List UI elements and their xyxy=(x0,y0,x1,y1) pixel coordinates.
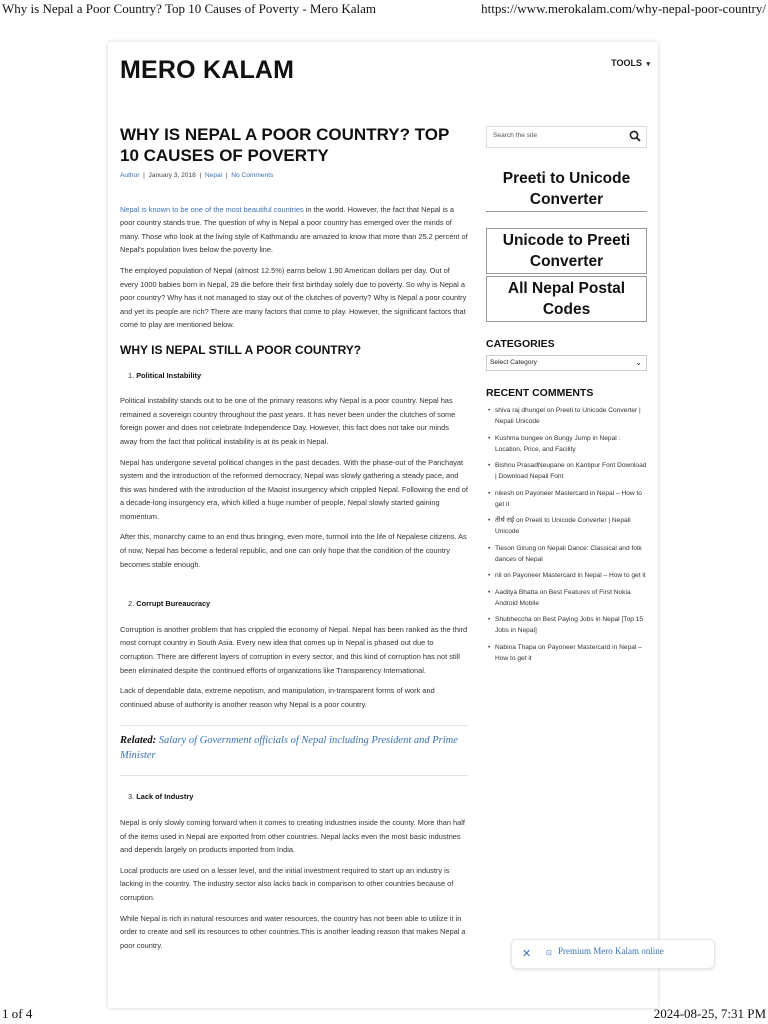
comment-author[interactable]: nikesh xyxy=(495,489,515,497)
intro-link[interactable]: Nepal is known to be one of the most beautiful countries xyxy=(120,204,304,214)
print-footer xyxy=(0,1004,768,1024)
intro-text: in the world. However, the fact that Nepal is a poor country stands true. The question of why is Nepal a poor country has emerged over the minds of many. Those who look at the living style of Kathmandu are amazed to know that more than 25.2 percent of Nepal's population lives below the poverty line. xyxy=(120,204,468,255)
list-item: • तीर्थ राई on Preeti to Unicode Converter | Nepali Unicode xyxy=(488,517,631,535)
category-link[interactable]: Nepal xyxy=(204,172,223,179)
paragraph: Nepal has undergone several political changes in the past decades. With the phase-out of the Panchayat system and the introduction of the reformed democracy, Nepal was slowly gathering a steady pace, and this was hindered with the introduction of the Maoist insurgency which crippled Nepal. Following the end of a decade-long insurgency era, which killed a huge number of people, Nepal slowly started gaining momentum. xyxy=(120,457,468,521)
comment-post-link[interactable]: Kantipur Font Download | Download Nepali Font xyxy=(495,462,647,480)
list-item: • Nabina Thapa on Payoneer Mastercard in Nepal – How to get it xyxy=(488,643,642,662)
comment-post-link[interactable]: Payoneer Mastercard in Nepal – How to get it xyxy=(495,643,642,662)
list-item xyxy=(128,597,468,611)
ad-icon: ⊡ xyxy=(546,950,552,957)
comment-on: on xyxy=(537,588,549,596)
meta-separator: | xyxy=(141,172,147,179)
recent-comments-title: RECENT COMMENTS xyxy=(486,387,594,399)
post-date: January 3, 2018 xyxy=(148,172,196,179)
related-box xyxy=(120,725,468,776)
list-item: • Tieson Girung on Nepali Dance: Classical and folk dances of Nepal xyxy=(488,544,642,563)
unicode-to-preeti-banner[interactable]: Unicode to Preeti Converter xyxy=(486,228,647,274)
categories-title: CATEGORIES xyxy=(486,338,555,350)
paragraph: Local products are used on a lesser level, and the initial investment required to start up an industry is lacking in the country. The industry sector also lacks back in comparison to other countries because of corruption. xyxy=(120,865,454,902)
paragraph: After this, monarchy came to an end thus bringing, even more, turmoil into the life of Nepalese citizens. As of now, Nepal has become a federal republic, and one can only hope that the condition of the country becomes stable enough. xyxy=(120,532,467,569)
comment-on: on xyxy=(514,489,526,497)
list-number: 1. xyxy=(128,370,135,380)
close-icon[interactable]: ✕ xyxy=(522,948,532,960)
list-number: 3. xyxy=(128,792,135,802)
category-select-value: Select Category xyxy=(490,359,537,366)
post-title: WHY IS NEPAL A POOR COUNTRY? TOP 10 CAUSES OF POVERTY xyxy=(120,125,450,165)
comment-author[interactable]: Kushma bungee xyxy=(495,434,544,442)
list-item: • Shubheccha on Best Paying Jobs in Nepal [Top 15 Jobs in Nepal] xyxy=(488,616,644,634)
comment-post-link[interactable]: Bungy Jump in Nepal : Location, Price, and Facility xyxy=(495,434,621,453)
comment-on: on xyxy=(564,462,576,469)
comment-author[interactable]: shiva raj dhungel xyxy=(495,407,545,414)
comment-post-link[interactable]: Nepali Dance: Classical and folk dances of Nepal xyxy=(495,544,642,563)
list-item: • nikesh on Payoneer Mastercard in Nepal – How to get it xyxy=(488,489,642,508)
comment-post-link[interactable]: Payoneer Mastercard in Nepal – How to get it xyxy=(495,489,642,508)
meta-separator: | xyxy=(197,172,204,179)
category-select[interactable] xyxy=(486,355,647,371)
search-box[interactable] xyxy=(486,126,647,148)
comment-author[interactable]: nil xyxy=(495,572,502,579)
comment-on: on xyxy=(544,407,556,414)
comment-post-link[interactable]: Preeti to Unicode Converter | Nepali Unicode xyxy=(495,517,631,535)
related-label: Related: xyxy=(120,735,157,747)
comment-author[interactable]: Nabina Thapa xyxy=(495,643,537,651)
search-icon[interactable] xyxy=(628,129,642,143)
print-header xyxy=(0,0,768,18)
paragraph: Lack of dependable data, extreme nepotism, and manipulation, in-transparent forms of work and continued abuse of authority is another reason why Nepal is a poor country. xyxy=(120,686,435,709)
comment-author[interactable]: Shubheccha xyxy=(495,616,532,623)
comment-post-link[interactable]: Preeti to Unicode Converter | Nepali Unicode xyxy=(495,407,641,425)
comment-on: on xyxy=(514,517,526,524)
list-number: 2. xyxy=(128,599,135,609)
list-item: • Bishnu PrasadNeupane on Kantipur Font Download | Download Nepali Font xyxy=(488,462,647,480)
list-item xyxy=(128,369,468,383)
print-timestamp: 2024-08-25, 7:31 PM xyxy=(653,1006,766,1021)
page-counter: 1 of 4 xyxy=(2,1006,33,1021)
article xyxy=(120,124,468,959)
list-item-title: Corrupt Bureaucracy xyxy=(136,599,211,609)
list-item-title: Political Instability xyxy=(136,370,202,380)
comment-post-link[interactable]: Best Paying Jobs in Nepal [Top 15 Jobs in Nepal] xyxy=(495,616,644,634)
comment-on: on xyxy=(531,616,543,623)
sidebar xyxy=(486,126,647,669)
comment-on: on xyxy=(536,544,548,552)
comment-on: on xyxy=(543,434,555,442)
author-link[interactable]: Author xyxy=(120,172,140,179)
premium-toast[interactable] xyxy=(511,939,715,969)
comment-on: on xyxy=(501,572,513,579)
paragraph: While Nepal is rich in natural resources and water resources, the country has not been able to utilize it in order to create and sell its resources to other countries.This is another leading reason that makes Nepal a poor country. xyxy=(120,913,466,950)
comment-author[interactable]: Tieson Girung xyxy=(495,544,537,552)
paragraph: Political instability stands out to be one of the primary reasons why Nepal is a poor country. Nepal has remained a sovereign country throughout the past years. It has never been under the clutches of some foreign power and does not celebrate Independence Day. However, this fact does not take our minds away from the fact that political instability is at its peak in Nepal. xyxy=(120,396,456,446)
comment-on: on xyxy=(536,643,548,651)
list-item-title: Lack of Industry xyxy=(136,792,194,802)
comment-author[interactable]: Aaditya Bhatta xyxy=(495,588,538,596)
chevron-down-icon: ▾ xyxy=(646,61,650,68)
comment-post-link[interactable]: Best Features of First Nokia Android Mobile xyxy=(495,588,631,607)
related-link[interactable]: Salary of Government officials of Nepal including President and Prime Minister xyxy=(120,735,458,761)
tools-label: TOOLS xyxy=(611,58,642,68)
recent-comments-list xyxy=(486,405,647,664)
list-item: • Kushma bungee on Bungy Jump in Nepal : Location, Price, and Facility xyxy=(488,434,621,453)
post-meta xyxy=(120,169,468,183)
list-item xyxy=(128,790,468,804)
paragraph: Nepal is only slowly coming forward when it comes to creating industries inside the county. More than half of the items used in Nepal are exported from other countries. Nepal lacks even the most basic industries and depends largely on products imported from India. xyxy=(120,818,465,855)
intro-paragraph xyxy=(120,203,468,257)
comment-author[interactable]: तीर्थ राई xyxy=(495,517,515,524)
browser-page-title: Why is Nepal a Poor Country? Top 10 Causes of Poverty - Mero Kalam xyxy=(2,1,376,16)
paragraph: Corruption is another problem that has crippled the economy of Nepal. Nepal has been ranked as the third most corrupt country in South Asia. Every new idea that comes up in Nepal is phased out due to corruption. There are different layers of corruption in every sector, and this kind of corruption has not still been eliminated despite the continued efforts of organizations like Transparency International. xyxy=(120,624,468,675)
site-logo[interactable]: MERO KALAM xyxy=(120,56,295,84)
comment-post-link[interactable]: Payoneer Mastercard in Nepal – How to get it xyxy=(512,572,646,579)
paragraph: The employed population of Nepal (almost 12.5%) earns below 1.90 American dollars per day. Out of every 1000 babies born in Nepal, 29 die before their first birthday solely due to poverty. So why is Nepal a poor country? Why has it not managed to stay out of the clutches of poverty? Why is Nepal a poor country and yet its people are rich? There are many factors that come to play. However, the significant factors that come to play are mentioned below. xyxy=(120,265,467,330)
comments-link[interactable]: No Comments xyxy=(231,172,274,179)
browser-url[interactable]: https://www.merokalam.com/why-nepal-poor-country/ xyxy=(481,1,766,16)
postal-codes-banner[interactable]: All Nepal Postal Codes xyxy=(486,276,647,322)
list-item: • Aaditya Bhatta on Best Features of First Nokia Android Mobile xyxy=(488,588,631,607)
section-heading: WHY IS NEPAL STILL A POOR COUNTRY? xyxy=(120,342,362,357)
tools-menu[interactable] xyxy=(611,58,650,68)
preeti-to-unicode-banner[interactable]: Preeti to Unicode Converter xyxy=(486,168,647,212)
comment-author[interactable]: Bishnu PrasadNeupane xyxy=(495,462,565,469)
toast-text[interactable]: Premium Mero Kalam online xyxy=(558,946,664,956)
list-item: • shiva raj dhungel on Preeti to Unicode Converter | Nepali Unicode xyxy=(488,407,641,425)
list-item: • nil on Payoneer Mastercard in Nepal – How to get it xyxy=(488,572,646,579)
search-input[interactable]: Search the site xyxy=(493,132,537,139)
chevron-down-icon: ⌄ xyxy=(635,358,642,367)
meta-separator: | xyxy=(223,172,230,179)
web-page xyxy=(108,42,658,1008)
